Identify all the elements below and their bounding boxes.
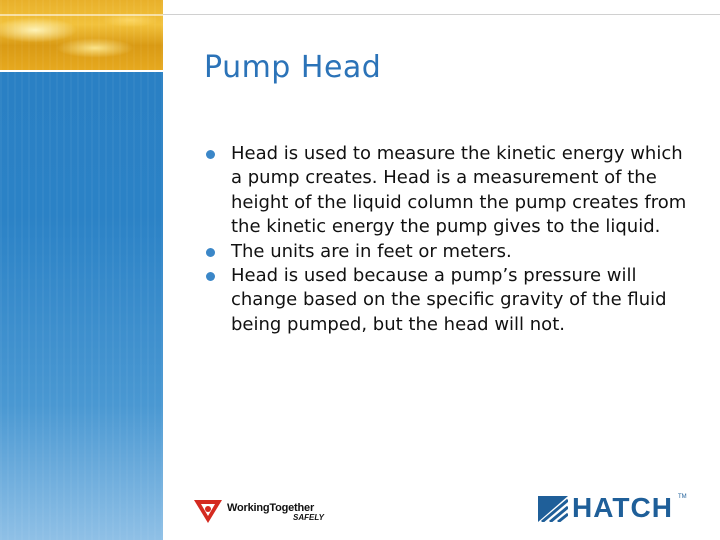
working-together-logo [193, 498, 328, 524]
top-divider [163, 14, 720, 15]
photo-divider [0, 14, 163, 16]
hatch-icon [538, 496, 568, 522]
bullet-item [206, 264, 696, 337]
hatch-text: HATCH [572, 492, 673, 523]
slide-title: Pump Head [204, 50, 382, 85]
bullet-item [206, 240, 696, 264]
working-together-text: WorkingTogether [227, 502, 315, 514]
working-together-icon [193, 498, 223, 524]
header-photo-strip [0, 0, 163, 70]
bullet-icon [206, 150, 215, 159]
hatch-logo [538, 494, 688, 524]
working-together-subtext: SAFELY [293, 513, 324, 522]
sidebar-panel [0, 0, 163, 540]
bullet-list [206, 142, 696, 337]
bullet-text: Head is used because a pump’s pressure will change based on the specific gravity of the fluid being pumped, but the head will not. [231, 265, 667, 335]
photo-divider [0, 70, 163, 72]
bullet-icon [206, 272, 215, 281]
bullet-item [206, 142, 696, 240]
trademark-mark: TM [678, 494, 687, 500]
bullet-text: The units are in feet or meters. [231, 240, 512, 262]
bullet-text: Head is used to measure the kinetic energy which a pump creates. Head is a measurement of the height of the liquid column the pump creates from the kinetic energy the pump gives to the liquid. [231, 143, 687, 238]
bullet-icon [206, 248, 215, 257]
